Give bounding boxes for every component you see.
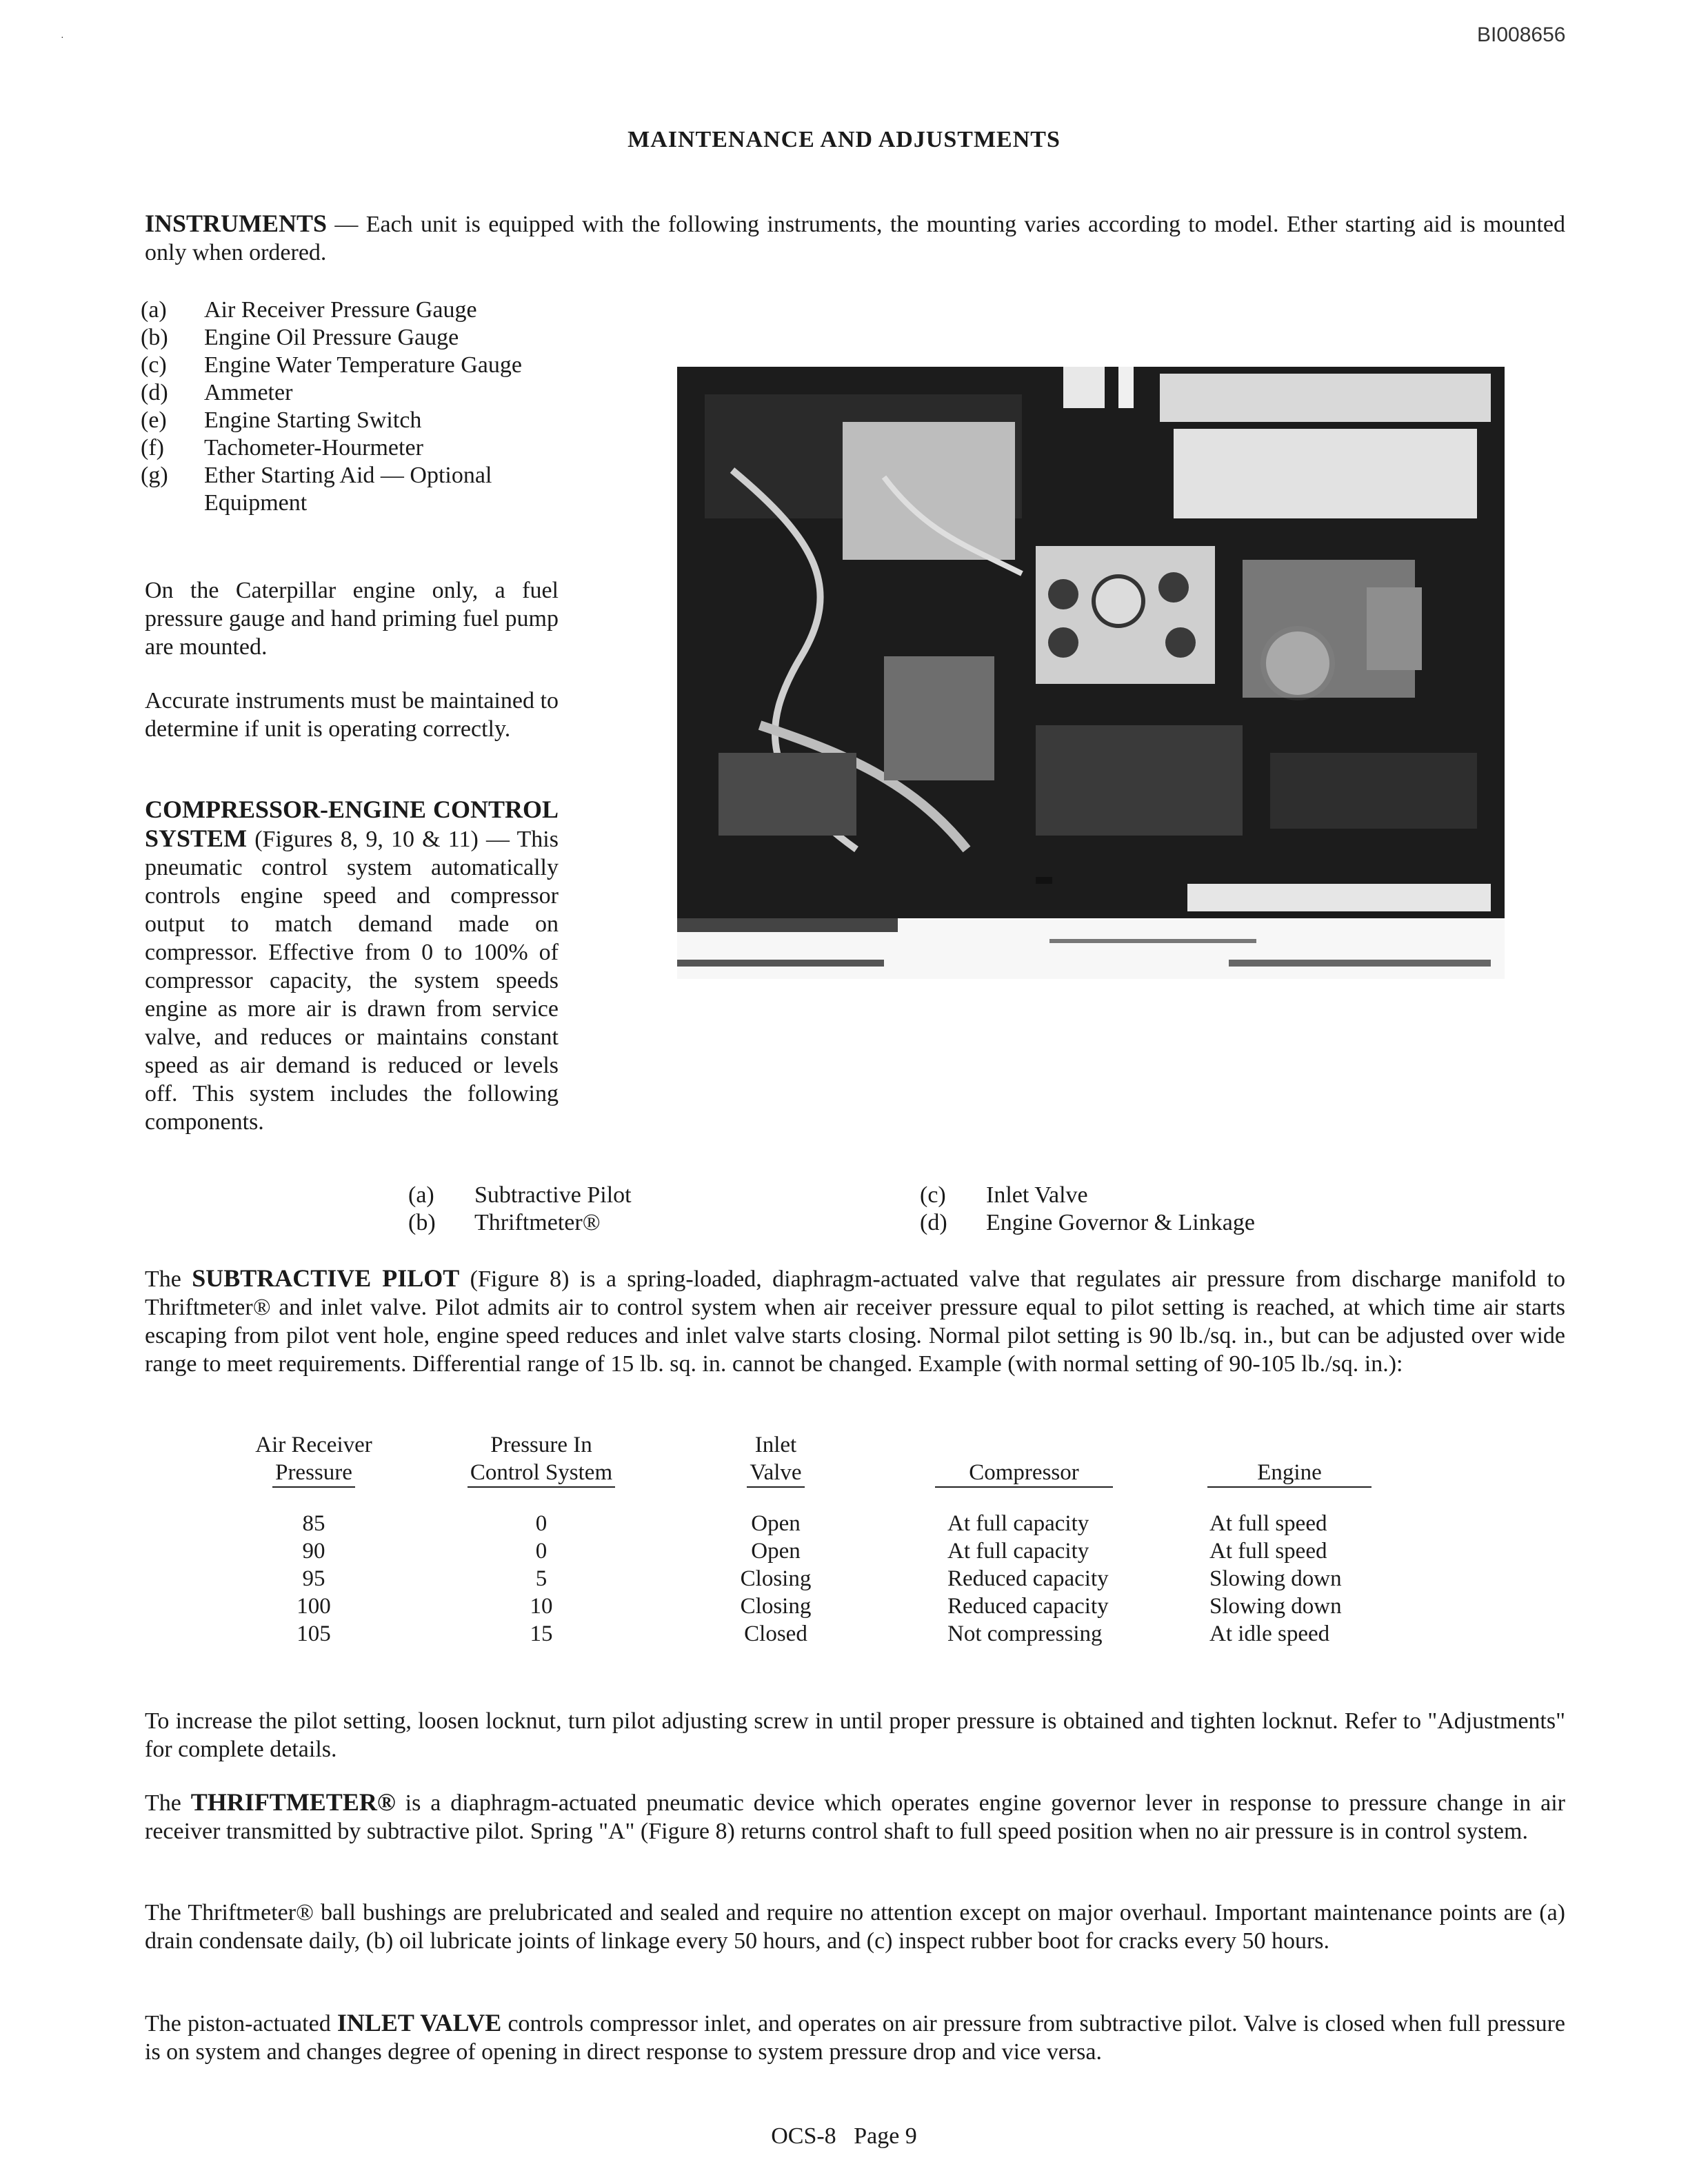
subtractive-pilot-heading: SUBTRACTIVE PILOT bbox=[192, 1264, 460, 1292]
pressure-table bbox=[234, 1431, 1393, 1648]
list-item: (f) Tachometer-Hourmeter bbox=[141, 435, 423, 461]
column-header: Engine bbox=[1186, 1431, 1393, 1490]
column-header: Air Receiver Pressure bbox=[234, 1431, 393, 1490]
page-number: Page 9 bbox=[854, 2123, 917, 2149]
list-item: (c) Engine Water Temperature Gauge bbox=[141, 352, 522, 378]
column-header: Inlet Valve bbox=[690, 1431, 862, 1490]
control-system-heading: COMPRESSOR-ENGINE CONTROL SYSTEM bbox=[145, 796, 559, 852]
engine-photo bbox=[677, 367, 1505, 979]
table-header-row bbox=[234, 1431, 1393, 1490]
document-id: BI008656 bbox=[1477, 23, 1566, 46]
scan-speck: · bbox=[61, 33, 64, 43]
pilot-adjust-paragraph: To increase the pilot setting, loosen locknut, turn pilot adjusting screw in until proper pressure is obtained and tighten locknut. Refer to "Adjustments" for complete details. bbox=[145, 1708, 1565, 1762]
list-item: (g) Ether Starting Aid — Optional Equipment bbox=[141, 463, 492, 516]
components-list-right bbox=[920, 1182, 1255, 1237]
page-footer bbox=[0, 2123, 1688, 2150]
thriftmeter-paragraph: The THRIFTMETER® is a diaphragm-actuated pneumatic device which operates engine governor lever in response to pressure change in air receiver transmitted by subtractive pilot. Spring "A" (Figure 8) returns control shaft to full speed position when no air pressure is in control system. bbox=[145, 1788, 1566, 1844]
document-code: OCS-8 bbox=[771, 2123, 836, 2149]
instrument-list bbox=[141, 296, 568, 517]
list-item: (b) Thriftmeter® bbox=[408, 1210, 601, 1235]
instruments-intro-text: — Each unit is equipped with the following instruments, the mounting varies according to model. Ether starting aid is mounted only when ordered. bbox=[145, 212, 1565, 265]
list-item: (c) Inlet Valve bbox=[920, 1182, 1088, 1208]
list-item: (e) Engine Starting Switch bbox=[141, 407, 422, 433]
column-header: Compressor bbox=[862, 1431, 1186, 1490]
instruments-intro bbox=[145, 210, 1565, 267]
control-system-intro: (Figures 8, 9, 10 & 11) — This pneumatic control system automatically controls engine speed and compressor output to match demand made on compressor. Effective from 0 to 100% of compressor capacity, the system speeds engine as more air is drawn from service valve, and reduces or maintains constant speed as air demand is reduced or levels off. This system includes the following components. bbox=[145, 827, 559, 1135]
thriftmeter-bushings-paragraph: The Thriftmeter® ball bushings are prelubricated and sealed and require no attention except on major overhaul. Important maintenance points are (a) drain condensate daily, (b) oil lubricate joints of linkage every 50 hours, and (c) inspect rubber boot for cracks every 50 hours. bbox=[145, 1900, 1565, 1954]
accuracy-note: Accurate instruments must be maintained to determine if unit is operating correctly. bbox=[145, 688, 559, 742]
list-item: (a) Air Receiver Pressure Gauge bbox=[141, 297, 477, 323]
list-item: (d) Engine Governor & Linkage bbox=[920, 1210, 1255, 1235]
thriftmeter-heading: THRIFTMETER® bbox=[190, 1788, 396, 1816]
table-row: 100 10 Closing Reduced capacity Slowing down bbox=[297, 1594, 1342, 1619]
instruments-heading: INSTRUMENTS bbox=[145, 210, 328, 237]
engine-photo-graphic bbox=[677, 367, 1505, 979]
caterpillar-note: On the Caterpillar engine only, a fuel pressure gauge and hand priming fuel pump are mounted. bbox=[145, 578, 559, 660]
inlet-valve-heading: INLET VALVE bbox=[336, 2009, 502, 2036]
table-row: 90 0 Open At full capacity At full speed bbox=[302, 1539, 1327, 1564]
table-row: 85 0 Open At full capacity At full speed bbox=[302, 1511, 1327, 1536]
column-header: Pressure In Control System bbox=[393, 1431, 690, 1490]
list-item: (b) Engine Oil Pressure Gauge bbox=[141, 325, 459, 350]
list-item: (a) Subtractive Pilot bbox=[408, 1182, 632, 1208]
control-system-paragraph bbox=[145, 796, 559, 1136]
components-list-left bbox=[408, 1182, 632, 1237]
table-row: 105 15 Closed Not compressing At idle speed bbox=[297, 1621, 1330, 1646]
page-title: MAINTENANCE AND ADJUSTMENTS bbox=[627, 127, 1061, 152]
inlet-valve-paragraph: The piston-actuated INLET VALVE controls compressor inlet, and operates on air pressure from subtractive pilot. Valve is closed when full pressure is on system and changes degree of opening in direct response to system pressure drop and vice versa. bbox=[145, 2009, 1565, 2065]
list-item: (d) Ammeter bbox=[141, 380, 293, 405]
table-row: 95 5 Closing Reduced capacity Slowing down bbox=[302, 1566, 1342, 1591]
subtractive-pilot-paragraph: The SUBTRACTIVE PILOT (Figure 8) is a spring-loaded, diaphragm-actuated valve that regulates air pressure from discharge manifold to Thriftmeter® and inlet valve. Pilot admits air to control system when air receiver pressure equal to pilot setting is reached, at which time air starts escaping from pilot vent hole, engine speed reduces and inlet valve starts closing. Normal pilot setting is 90 lb./sq. in., but can be adjusted over wide range to meet requirements. Differential range of 15 lb. sq. in. cannot be changed. Example (with normal setting of 90-105 lb./sq. in.): bbox=[145, 1264, 1566, 1377]
